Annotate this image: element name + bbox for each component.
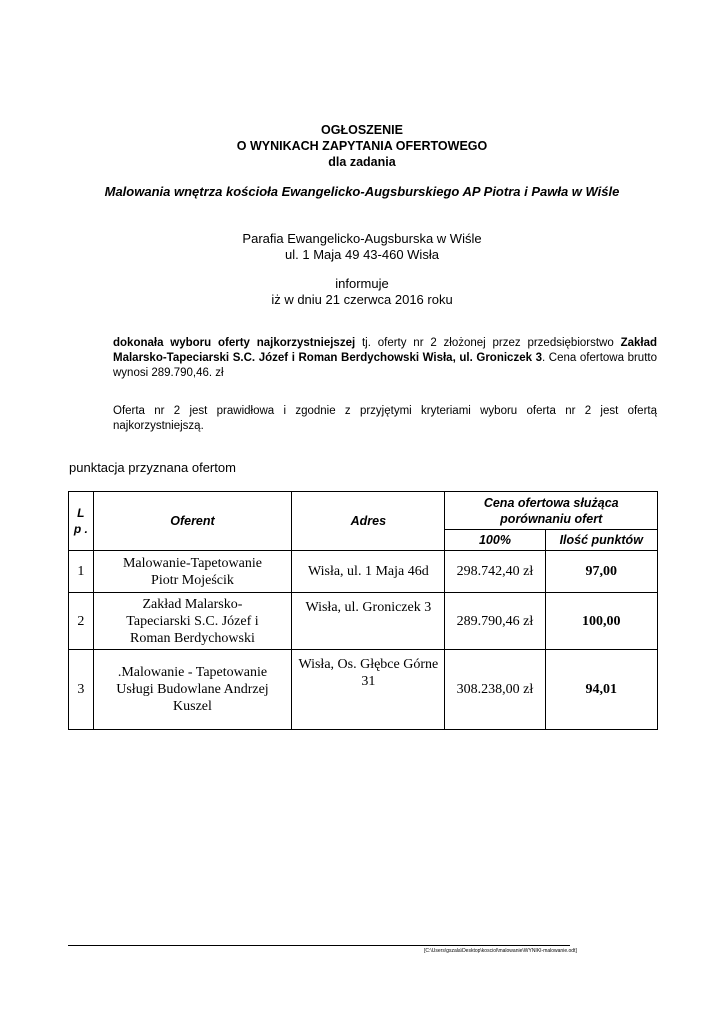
informs-line-2: iż w dniu 21 czerwca 2016 roku xyxy=(271,292,453,307)
selection-end: . Cena ofertowa brutto wynosi 289.790,46. zł xyxy=(113,352,657,379)
row-adres: Wisła, Os. Głębce Górne 31 xyxy=(292,650,445,730)
footer-file-path: [C:\Users\gszala\Desktop\kosciol\malowanie\WYNIKI-malowanie.odt] xyxy=(424,948,577,954)
row-oferent: Zakład Malarsko-Tapeciarski S.C. Józef i Roman Berdychowski xyxy=(93,593,292,650)
row-points: 100,00 xyxy=(545,593,658,650)
row-points: 94,01 xyxy=(545,650,658,730)
points-label: punktacja przyznana ofertom xyxy=(69,460,236,475)
row-oferent: Malowanie-Tapetowanie Piotr Mojeścik xyxy=(93,551,292,593)
row-price: 289.790,46 zł xyxy=(445,593,545,650)
row-price: 308.238,00 zł xyxy=(445,650,545,730)
informs-line-1: informuje xyxy=(335,276,389,291)
row-points: 97,00 xyxy=(545,551,658,593)
table-row xyxy=(69,593,658,650)
row-oferent: .Malowanie - Tapetowanie Usługi Budowlane Andrzej Kuszel xyxy=(93,650,292,730)
table-row xyxy=(69,551,658,593)
parish-address: ul. 1 Maja 49 43-460 Wisła xyxy=(285,247,439,262)
heading-line-1: OGŁOSZENIE xyxy=(321,123,403,137)
selection-bold-start: dokonała wyboru oferty najkorzystniejszej xyxy=(113,337,356,349)
selection-paragraph xyxy=(113,336,657,381)
announcement-heading xyxy=(0,122,724,170)
parish-block xyxy=(0,231,724,263)
parish-name: Parafia Ewangelicko-Augsburska w Wiśle xyxy=(242,231,482,246)
selection-middle: tj. oferty nr 2 złożonej przez przedsiębiorstwo xyxy=(355,337,621,349)
task-subject: Malowania wnętrza kościoła Ewangelicko-Augsburskiego AP Piotra i Pawła w Wiśle xyxy=(104,184,620,199)
selected-company: Zakład Malarsko-Tapeciarski S.C. Józef i Roman Berdychowski Wisła, ul. Groniczek 3 xyxy=(113,337,657,364)
row-price: 298.742,40 zł xyxy=(445,551,545,593)
header-adres: Adres xyxy=(292,492,445,551)
row-adres: Wisła, ul. Groniczek 3 xyxy=(292,593,445,650)
heading-line-2: O WYNIKACH ZAPYTANIA OFERTOWEGO xyxy=(236,139,488,153)
heading-line-3: dla zadania xyxy=(328,155,396,169)
row-lp: 3 xyxy=(69,650,94,730)
row-lp: 1 xyxy=(69,551,94,593)
validity-paragraph: Oferta nr 2 jest prawidłowa i zgodnie z przyjętymi kryteriami wyboru oferta nr 2 jest ofertą najkorzystniejszą. xyxy=(113,405,657,432)
header-points: Ilość punktów xyxy=(545,530,658,551)
header-price-100: 100% xyxy=(445,530,545,551)
header-price-group: Cena ofertowa służąca porównaniu ofert xyxy=(445,492,658,530)
scores-table xyxy=(68,491,658,730)
header-lp: L p . xyxy=(69,492,94,551)
informs-block xyxy=(0,276,724,308)
footer-divider xyxy=(68,945,570,946)
header-oferent: Oferent xyxy=(93,492,292,551)
row-adres: Wisła, ul. 1 Maja 46d xyxy=(292,551,445,593)
table-row xyxy=(69,650,658,730)
row-lp: 2 xyxy=(69,593,94,650)
